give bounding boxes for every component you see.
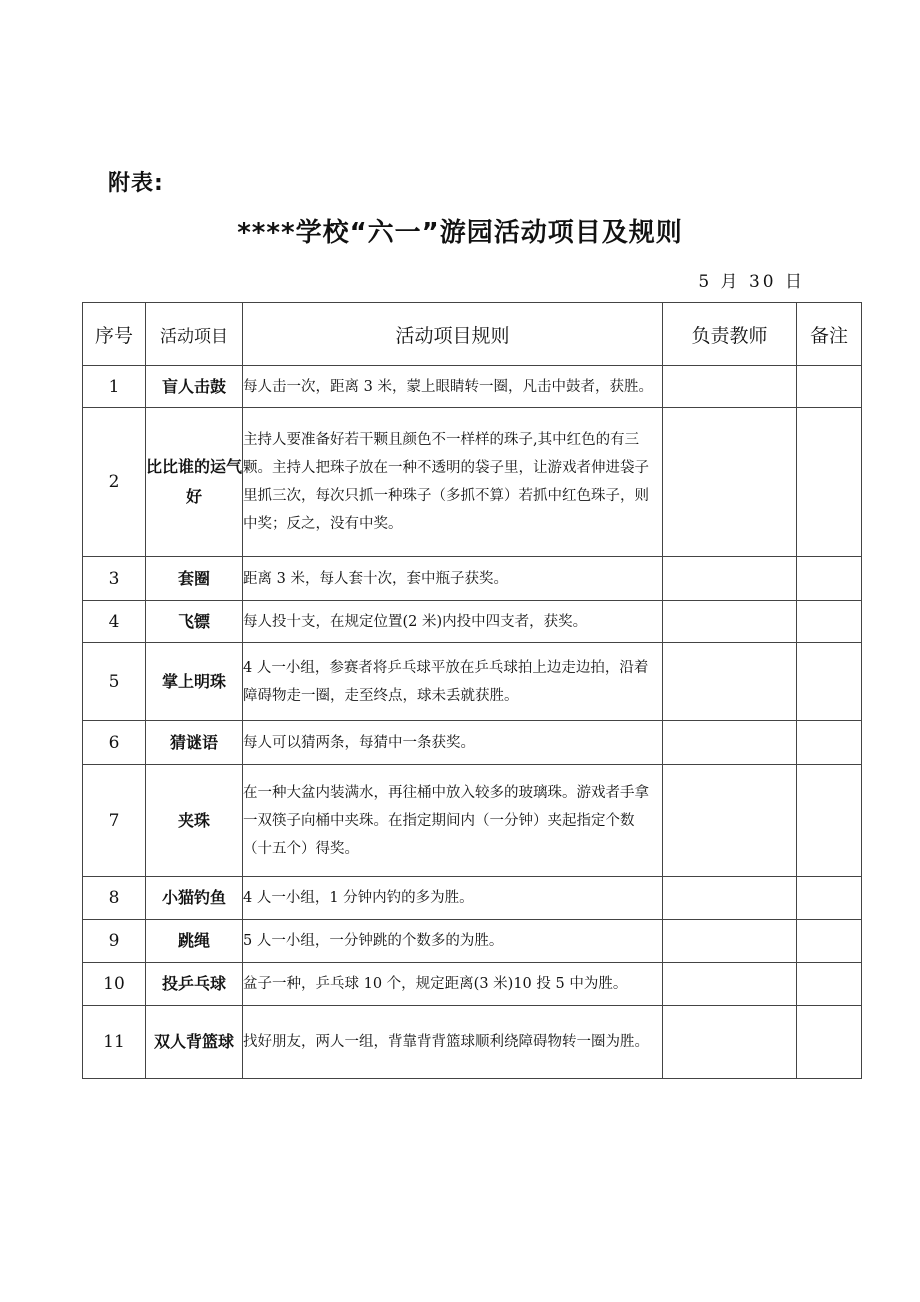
row-number: 6: [83, 721, 146, 765]
note-cell: [797, 920, 862, 963]
activity-rule: 主持人要准备好若干颗且颜色不一样样的珠子,其中红色的有三颗。主持人把珠子放在一种不透明的袋子里，让游戏者伸进袋子里抓三次，每次只抓一种珠子（多抓不算）若抓中红色珠子，则中奖；反之，没有中奖。: [243, 408, 663, 557]
activity-name: 跳绳: [146, 920, 243, 963]
activity-rule: 盆子一种，乒乓球 10 个，规定距离(3 米)10 投 5 中为胜。: [243, 963, 663, 1006]
table-row: [83, 1006, 862, 1079]
note-cell: [797, 557, 862, 601]
activity-rule: 5 人一小组，一分钟跳的个数多的为胜。: [243, 920, 663, 963]
note-cell: [797, 877, 862, 920]
note-cell: [797, 601, 862, 643]
column-header-activity: 活动项目: [146, 303, 243, 366]
activity-rules-table: [82, 302, 862, 1079]
teacher-cell: [663, 1006, 797, 1079]
activity-rule: 每人投十支，在规定位置(2 米)内投中四支者，获奖。: [243, 601, 663, 643]
note-cell: [797, 963, 862, 1006]
row-number: 2: [83, 408, 146, 557]
note-cell: [797, 408, 862, 557]
activity-rule: 4 人一小组，参赛者将乒乓球平放在乒乓球拍上边走边拍，沿着障碍物走一圈，走至终点，球未丢就获胜。: [243, 643, 663, 721]
activity-name: 比比谁的运气好: [146, 408, 243, 557]
table-row: [83, 721, 862, 765]
table-row: [83, 765, 862, 877]
activity-name: 掌上明珠: [146, 643, 243, 721]
row-number: 8: [83, 877, 146, 920]
table-header-row: [83, 303, 862, 366]
activity-name: 投乒乓球: [146, 963, 243, 1006]
teacher-cell: [663, 920, 797, 963]
teacher-cell: [663, 366, 797, 408]
table-row: [83, 963, 862, 1006]
teacher-cell: [663, 765, 797, 877]
table-row: [83, 366, 862, 408]
attachment-label: 附表:: [108, 171, 164, 196]
note-cell: [797, 643, 862, 721]
row-number: 9: [83, 920, 146, 963]
teacher-cell: [663, 601, 797, 643]
row-number: 10: [83, 963, 146, 1006]
row-number: 7: [83, 765, 146, 877]
column-header-number: 序号: [83, 303, 146, 366]
note-cell: [797, 721, 862, 765]
table-row: [83, 601, 862, 643]
table-row: [83, 643, 862, 721]
activity-rule: 找好朋友，两人一组，背靠背背篮球顺利绕障碍物转一圈为胜。: [243, 1006, 663, 1079]
activity-rule: 在一种大盆内装满水，再往桶中放入较多的玻璃珠。游戏者手拿一双筷子向桶中夹珠。在指定期间内（一分钟）夹起指定个数（十五个）得奖。: [243, 765, 663, 877]
teacher-cell: [663, 721, 797, 765]
activity-name: 夹珠: [146, 765, 243, 877]
note-cell: [797, 366, 862, 408]
column-header-teacher: 负责教师: [663, 303, 797, 366]
note-cell: [797, 765, 862, 877]
table-row: [83, 557, 862, 601]
note-cell: [797, 1006, 862, 1079]
activity-rule: 每人击一次，距离 3 米，蒙上眼睛转一圈，凡击中鼓者，获胜。: [243, 366, 663, 408]
row-number: 4: [83, 601, 146, 643]
document-date: 5 月 30 日: [698, 272, 805, 292]
teacher-cell: [663, 877, 797, 920]
activity-name: 套圈: [146, 557, 243, 601]
activity-rule: 4 人一小组，1 分钟内钓的多为胜。: [243, 877, 663, 920]
row-number: 11: [83, 1006, 146, 1079]
teacher-cell: [663, 408, 797, 557]
activity-name: 猜谜语: [146, 721, 243, 765]
table-row: [83, 408, 862, 557]
row-number: 1: [83, 366, 146, 408]
activity-rule: 每人可以猜两条，每猜中一条获奖。: [243, 721, 663, 765]
column-header-rules: 活动项目规则: [243, 303, 663, 366]
teacher-cell: [663, 557, 797, 601]
row-number: 5: [83, 643, 146, 721]
activity-name: 盲人击鼓: [146, 366, 243, 408]
teacher-cell: [663, 643, 797, 721]
table-row: [83, 877, 862, 920]
table-row: [83, 920, 862, 963]
row-number: 3: [83, 557, 146, 601]
activity-rule: 距离 3 米，每人套十次，套中瓶子获奖。: [243, 557, 663, 601]
activity-name: 双人背篮球: [146, 1006, 243, 1079]
teacher-cell: [663, 963, 797, 1006]
column-header-note: 备注: [797, 303, 862, 366]
activity-name: 小猫钓鱼: [146, 877, 243, 920]
document-title: ****学校“六一”游园活动项目及规则: [237, 218, 683, 248]
activity-name: 飞镖: [146, 601, 243, 643]
